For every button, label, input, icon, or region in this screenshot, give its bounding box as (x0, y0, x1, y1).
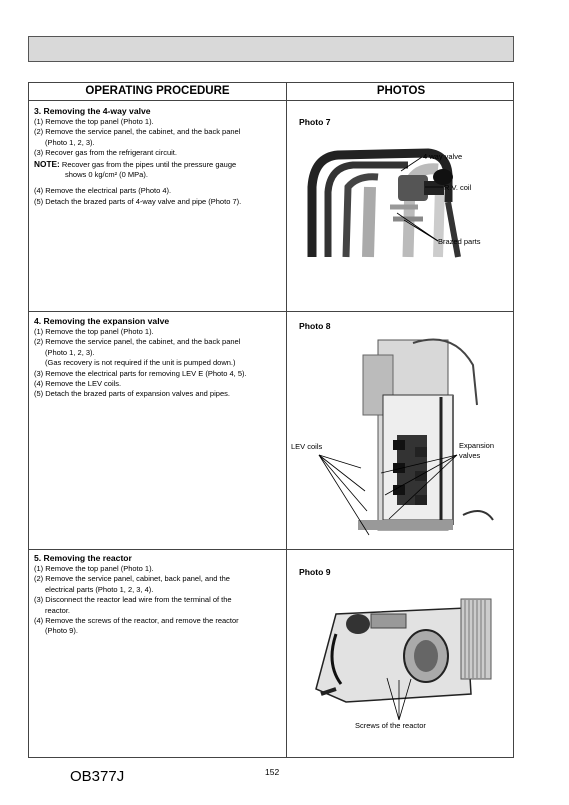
document-code: OB377J (70, 768, 125, 785)
step-text: (Photo 9). (45, 626, 78, 636)
page-number: 152 (265, 767, 280, 777)
top-header-bar (28, 36, 514, 62)
procedure-column-heading: OPERATING PROCEDURE (85, 85, 230, 97)
step-text: (2) Remove the service panel, the cabinet, and the back panel (34, 337, 241, 347)
section-title: 4. Removing the expansion valve (34, 316, 170, 326)
callout-lev-coils: LEV coils (291, 442, 323, 451)
section-title: 5. Removing the reactor (34, 553, 132, 563)
photo-9-label: Photo 9 (299, 567, 331, 577)
step-text: shows 0 kg/cm² (0 MPa). (65, 170, 148, 180)
step-text: (4) Remove the electrical parts (Photo 4). (34, 186, 172, 196)
photo-9-leaders (29, 83, 515, 759)
step-text: (2) Remove the service panel, the cabinet, and the back panel (34, 127, 241, 137)
step-text: (4) Remove the screws of the reactor, and remove the reactor (34, 616, 239, 626)
step-text: (3) Recover gas from the refrigerant circuit. (34, 148, 177, 158)
callout-screws-of-reactor: Screws of the reactor (355, 721, 426, 730)
photos-column-heading: PHOTOS (376, 85, 426, 97)
step-text: (3) Disconnect the reactor lead wire from the terminal of the (34, 595, 232, 605)
step-text: (3) Remove the electrical parts for removing LEV E (Photo 4, 5). (34, 368, 247, 378)
section-title: 3. Removing the 4-way valve (34, 106, 151, 116)
note-text: Recover gas from the pipes until the pressure gauge (61, 159, 237, 169)
step-text: (4) Remove the LEV coils. (34, 379, 122, 389)
note-label: NOTE: (34, 158, 60, 169)
callout-expansion: Expansion (459, 441, 495, 450)
step-text: reactor. (45, 605, 71, 615)
step-text: electrical parts (Photo 1, 2, 3, 4). (45, 584, 154, 594)
photo-7-label: Photo 7 (299, 117, 331, 127)
callout-valves: valves (459, 451, 481, 460)
step-text: (5) Detach the brazed parts of expansion valves and pipes. (34, 389, 230, 399)
callout-rv-coil: R.V. coil (444, 183, 472, 192)
step-text: (1) Remove the top panel (Photo 1). (34, 564, 154, 573)
callout-brazed-parts: Brazed parts (438, 237, 481, 246)
step-text: (Photo 1, 2, 3). (45, 347, 95, 357)
step-text: (2) Remove the service panel, cabinet, back panel, and the (34, 574, 230, 584)
step-text: (Gas recovery is not required if the unit is pumped down.) (45, 358, 236, 368)
photo-8-label: Photo 8 (299, 321, 331, 331)
step-text: (5) Detach the brazed parts of 4-way valve and pipe (Photo 7). (34, 196, 242, 206)
step-text: (1) Remove the top panel (Photo 1). (34, 327, 154, 336)
callout-4-way-valve: 4 way valve (423, 152, 463, 161)
step-text: (Photo 1, 2, 3). (45, 137, 95, 147)
procedure-table (28, 82, 514, 758)
step-text: (1) Remove the top panel (Photo 1). (34, 117, 154, 126)
